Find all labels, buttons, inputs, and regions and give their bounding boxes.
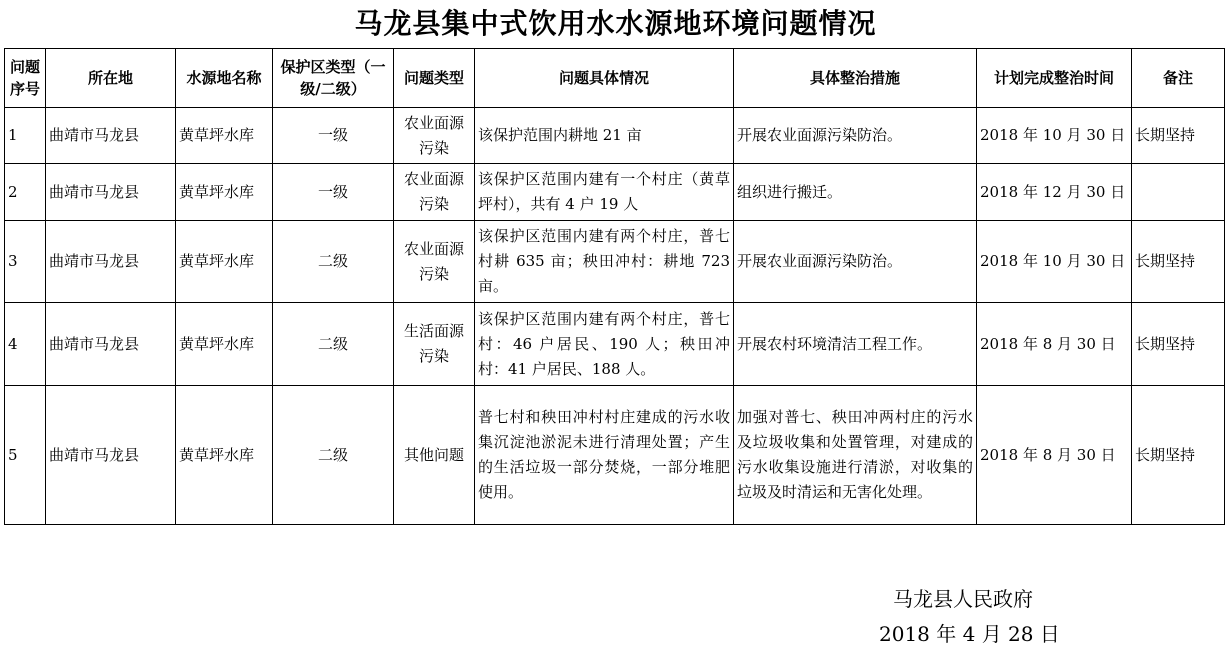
row-source-name: 黄草坪水库 [176, 164, 273, 221]
row-problem-type: 农业面源污染 [394, 164, 475, 221]
table-row [5, 386, 1225, 525]
header-location: 所在地 [46, 49, 176, 108]
row-measures: 开展农业面源污染防治。 [734, 108, 977, 164]
row-measures: 开展农业面源污染防治。 [734, 221, 977, 303]
row-deadline: 2018 年 8 月 30 日 [977, 386, 1132, 525]
row-protection-type: 二级 [273, 221, 394, 303]
row-seq: 1 [5, 108, 46, 164]
row-deadline: 2018 年 8 月 30 日 [977, 303, 1132, 386]
row-source-name: 黄草坪水库 [176, 303, 273, 386]
row-remarks: 长期坚持 [1132, 303, 1225, 386]
row-remarks [1132, 164, 1225, 221]
row-deadline: 2018 年 10 月 30 日 [977, 221, 1132, 303]
row-problem-detail: 该保护区范围内建有两个村庄，普七村：46 户居民、190 人；秧田冲村：41 户居民、188 人。 [475, 303, 734, 386]
row-source-name: 黄草坪水库 [176, 386, 273, 525]
header-seq: 问题序号 [5, 49, 46, 108]
row-location: 曲靖市马龙县 [46, 303, 176, 386]
row-seq: 2 [5, 164, 46, 221]
table-row [5, 164, 1225, 221]
row-protection-type: 二级 [273, 386, 394, 525]
row-measures: 开展农村环境清洁工程工作。 [734, 303, 977, 386]
row-problem-type: 其他问题 [394, 386, 475, 525]
row-location: 曲靖市马龙县 [46, 108, 176, 164]
header-problem-detail: 问题具体情况 [475, 49, 734, 108]
row-seq: 4 [5, 303, 46, 386]
row-problem-type: 生活面源污染 [394, 303, 475, 386]
row-source-name: 黄草坪水库 [176, 221, 273, 303]
row-problem-detail: 该保护区范围内建有两个村庄，普七村耕 635 亩；秧田冲村：耕地 723 亩。 [475, 221, 734, 303]
row-remarks: 长期坚持 [1132, 221, 1225, 303]
table-row [5, 221, 1225, 303]
row-deadline: 2018 年 12 月 30 日 [977, 164, 1132, 221]
row-protection-type: 一级 [273, 108, 394, 164]
header-protection-type: 保护区类型（一级/二级） [273, 49, 394, 108]
row-problem-detail: 该保护区范围内建有一个村庄（黄草坪村），共有 4 户 19 人 [475, 164, 734, 221]
issue-date: 2018 年 4 月 28 日 [879, 622, 1060, 646]
issues-table [4, 48, 1225, 525]
header-deadline: 计划完成整治时间 [977, 49, 1132, 108]
row-protection-type: 一级 [273, 164, 394, 221]
row-location: 曲靖市马龙县 [46, 164, 176, 221]
issuing-organization: 马龙县人民政府 [893, 587, 1033, 611]
row-source-name: 黄草坪水库 [176, 108, 273, 164]
row-problem-detail: 该保护范围内耕地 21 亩 [475, 108, 734, 164]
row-protection-type: 二级 [273, 303, 394, 386]
header-remarks: 备注 [1132, 49, 1225, 108]
header-measures: 具体整治措施 [734, 49, 977, 108]
page-title: 马龙县集中式饮用水水源地环境问题情况 [354, 7, 877, 40]
row-measures: 加强对普七、秧田冲两村庄的污水及垃圾收集和处置管理，对建成的污水收集设施进行清淤，对收集的垃圾及时清运和无害化处理。 [734, 386, 977, 525]
header-problem-type: 问题类型 [394, 49, 475, 108]
row-problem-type: 农业面源污染 [394, 221, 475, 303]
header-source-name: 水源地名称 [176, 49, 273, 108]
row-remarks: 长期坚持 [1132, 386, 1225, 525]
row-problem-detail: 普七村和秧田冲村村庄建成的污水收集沉淀池淤泥未进行清理处置；产生的生活垃圾一部分焚烧，一部分堆肥使用。 [475, 386, 734, 525]
table-row [5, 303, 1225, 386]
row-location: 曲靖市马龙县 [46, 386, 176, 525]
table-row [5, 108, 1225, 164]
row-deadline: 2018 年 10 月 30 日 [977, 108, 1132, 164]
row-problem-type: 农业面源污染 [394, 108, 475, 164]
header-row [5, 49, 1225, 108]
row-measures: 组织进行搬迁。 [734, 164, 977, 221]
row-location: 曲靖市马龙县 [46, 221, 176, 303]
row-seq: 3 [5, 221, 46, 303]
row-remarks: 长期坚持 [1132, 108, 1225, 164]
row-seq: 5 [5, 386, 46, 525]
